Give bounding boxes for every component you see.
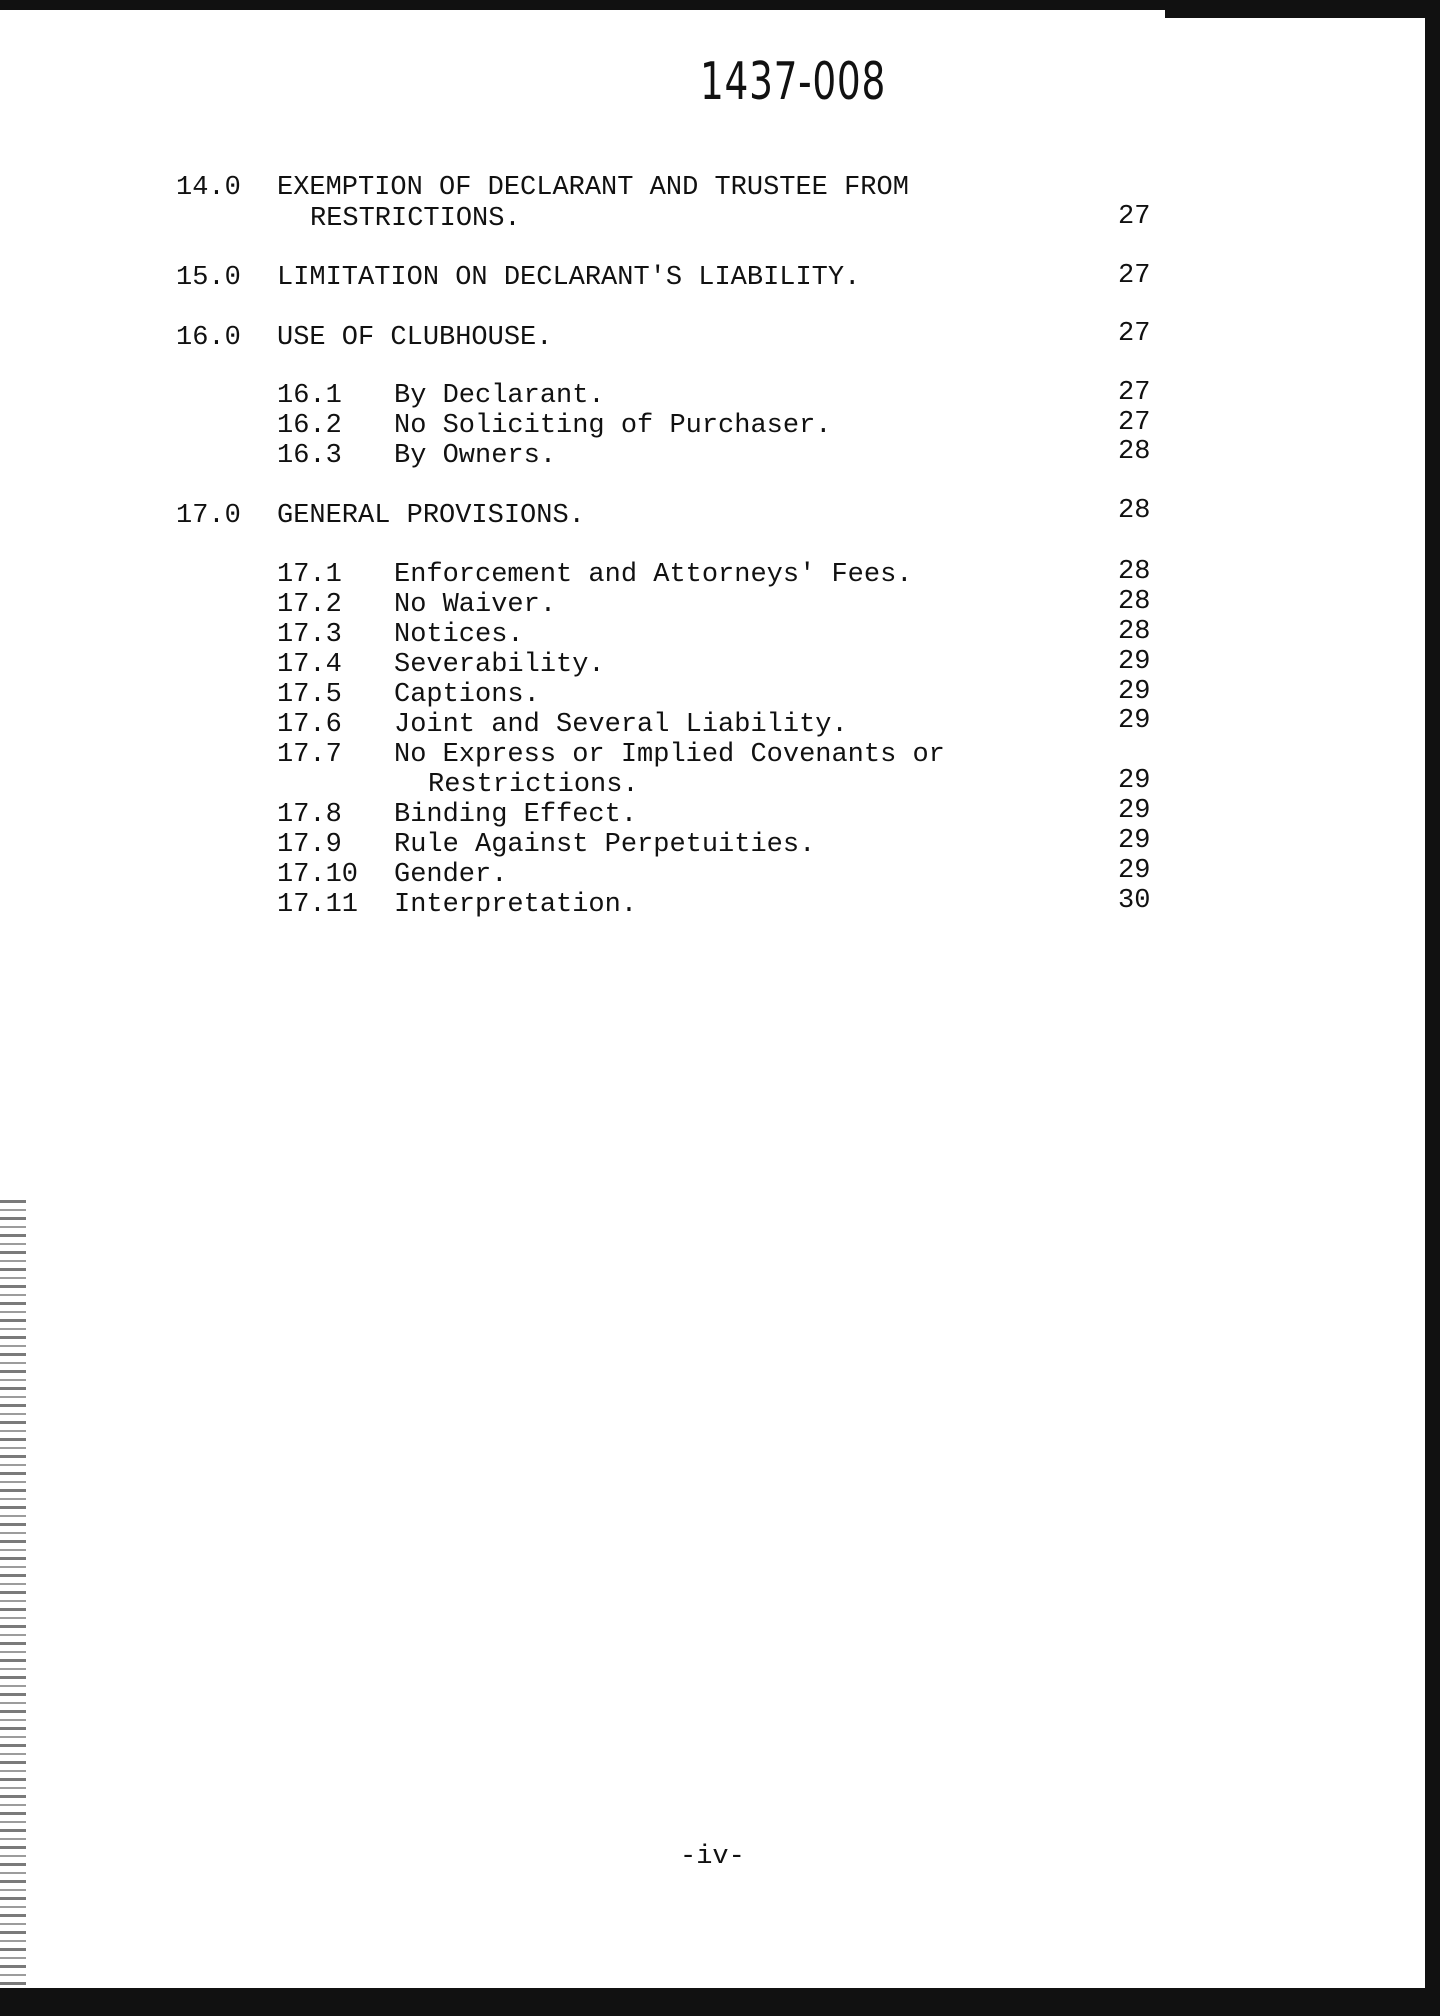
toc-page-number: 29 [1118,796,1151,826]
toc-subsection-number: 17.4 [277,650,342,680]
toc-page-number: 29 [1118,706,1151,736]
scan-edge-right [1425,0,1440,2016]
scan-noise-left [0,1200,26,1990]
toc-subsection-number: 17.9 [277,830,342,860]
toc-subsection-title: No Waiver. [394,590,557,620]
toc-page-number: 29 [1118,677,1151,707]
toc-subsection-title: No Soliciting of Purchaser. [394,411,832,441]
toc-subsection-title: Captions. [394,680,540,710]
toc-subsection-number: 17.1 [277,560,342,590]
toc-page-number: 27 [1118,261,1151,291]
toc-subsection-title: Severability. [394,650,605,680]
toc-subsection-title: By Declarant. [394,381,605,411]
page-folio: -iv- [680,1842,745,1872]
toc-section-title: GENERAL PROVISIONS. [277,501,585,531]
toc-subsection-number: 16.2 [277,411,342,441]
toc-subsection-title: Joint and Several Liability. [394,710,848,740]
toc-subsection-number: 16.3 [277,441,342,471]
toc-page-number: 28 [1118,617,1151,647]
toc-page-number: 29 [1118,856,1151,886]
toc-page-number: 28 [1118,437,1151,467]
toc-subsection-number: 17.7 [277,740,342,770]
toc-subsection-title: Gender. [394,860,508,890]
toc-subsection-title: Rule Against Perpetuities. [394,830,816,860]
toc-subsection-title: Enforcement and Attorneys' Fees. [394,560,913,590]
toc-page-number: 27 [1118,319,1151,349]
toc-page-number: 29 [1118,826,1151,856]
toc-subsection-title: Interpretation. [394,890,638,920]
toc-subsection-number: 17.11 [277,890,359,920]
toc-page-number: 27 [1118,202,1151,232]
toc-subsection-number: 17.5 [277,680,342,710]
toc-subsection-number: 17.3 [277,620,342,650]
toc-subsection-number: 16.1 [277,381,342,411]
toc-page-number: 29 [1118,766,1151,796]
toc-section-title-continued: RESTRICTIONS. [310,204,521,234]
toc-page-number: 28 [1118,587,1151,617]
toc-page-number: 27 [1118,408,1151,438]
toc-subsection-title-continued: Restrictions. [428,770,639,800]
toc-subsection-title: Notices. [394,620,524,650]
toc-page-number: 28 [1118,557,1151,587]
scan-edge-top-right [1165,0,1440,18]
toc-subsection-title: Binding Effect. [394,800,638,830]
toc-section-title: EXEMPTION OF DECLARANT AND TRUSTEE FROM [277,173,909,203]
toc-section-number: 16.0 [176,323,241,353]
toc-subsection-number: 17.8 [277,800,342,830]
toc-page-number: 30 [1118,886,1151,916]
document-number: 1437-008 [700,52,887,112]
toc-page-number: 28 [1118,496,1151,526]
toc-section-title: LIMITATION ON DECLARANT'S LIABILITY. [277,263,861,293]
scan-edge-bottom [0,1988,1440,2016]
toc-subsection-title: By Owners. [394,441,557,471]
toc-section-title: USE OF CLUBHOUSE. [277,323,553,353]
toc-page-number: 29 [1118,647,1151,677]
toc-section-number: 14.0 [176,173,241,203]
toc-subsection-number: 17.2 [277,590,342,620]
toc-subsection-number: 17.10 [277,860,359,890]
toc-page-number: 27 [1118,378,1151,408]
toc-section-number: 15.0 [176,263,241,293]
toc-section-number: 17.0 [176,501,241,531]
toc-subsection-number: 17.6 [277,710,342,740]
toc-subsection-title: No Express or Implied Covenants or [394,740,945,770]
